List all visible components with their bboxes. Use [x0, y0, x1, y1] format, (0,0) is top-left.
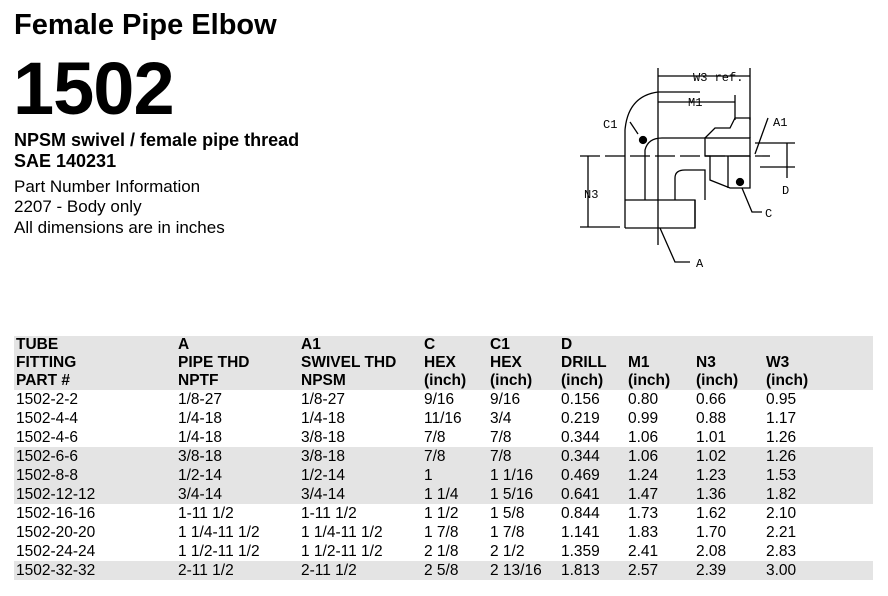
- table-row: [14, 428, 873, 447]
- header-line: FITTING: [16, 354, 77, 371]
- subtitle-sae: SAE 140231: [14, 151, 117, 171]
- header-line: (inch): [424, 372, 467, 389]
- table-row: [14, 466, 873, 485]
- label-d: D: [782, 184, 790, 198]
- table-cell: 2.39: [696, 561, 727, 579]
- table-cell: 3/4: [490, 409, 512, 427]
- table-cell: 0.344: [561, 428, 600, 446]
- table-cell: 2 1/2: [490, 542, 525, 560]
- header-line: PART #: [16, 372, 70, 389]
- column-header: [559, 336, 626, 390]
- label-a1: A1: [773, 116, 788, 130]
- column-header: [176, 336, 299, 390]
- table-row: [14, 542, 873, 561]
- column-header: [488, 336, 559, 390]
- header-line: HEX: [424, 354, 456, 371]
- table-cell: 1.06: [628, 447, 659, 465]
- label-c1: C1: [603, 118, 618, 132]
- table-cell: 1502-20-20: [16, 523, 96, 541]
- info-line: 2207 - Body only: [14, 197, 142, 216]
- subtitle-thread: NPSM swivel / female pipe thread: [14, 130, 300, 150]
- model-number: 1502: [13, 47, 174, 130]
- table-cell: 1 7/8: [424, 523, 459, 541]
- header-line: PIPE THD: [178, 354, 250, 371]
- table-cell: 1/2-14: [178, 466, 222, 484]
- table-cell: 1.83: [628, 523, 659, 541]
- header-line: M1: [628, 354, 650, 371]
- table-cell: 1.36: [696, 485, 727, 503]
- column-header: [694, 336, 764, 390]
- page-title: Female Pipe Elbow: [14, 9, 277, 41]
- header-line: (inch): [696, 372, 739, 389]
- table-row: [14, 390, 873, 409]
- table-cell: 1-11 1/2: [178, 504, 234, 522]
- header-line: DRILL: [561, 354, 607, 371]
- table-cell: 1502-4-6: [16, 428, 79, 446]
- table-cell: 1.82: [766, 485, 797, 503]
- header-line: (inch): [628, 372, 671, 389]
- table-cell: 1.01: [696, 428, 727, 446]
- table-cell: 1 1/2-11 1/2: [301, 542, 383, 560]
- header-line: A: [178, 336, 190, 353]
- table-cell: 0.344: [561, 447, 600, 465]
- header-line: A1: [301, 336, 321, 353]
- table-cell: 1/2-14: [301, 466, 345, 484]
- table-cell: 1.47: [628, 485, 659, 503]
- header-line: (inch): [490, 372, 533, 389]
- table-cell: 1502-32-32: [16, 561, 96, 579]
- table-cell: 2 1/8: [424, 542, 459, 560]
- table-cell: 3/4-14: [301, 485, 345, 503]
- table-cell: 1/8-27: [301, 390, 345, 408]
- dimensions-table: [14, 336, 873, 580]
- table-cell: 7/8: [490, 428, 512, 446]
- table-cell: 2-11 1/2: [178, 561, 234, 579]
- table-cell: 2.10: [766, 504, 797, 522]
- table-cell: 0.844: [561, 504, 600, 522]
- table-cell: 1 7/8: [490, 523, 525, 541]
- table-cell: 2 5/8: [424, 561, 459, 579]
- table-cell: 1502-2-2: [16, 390, 79, 408]
- label-m1: M1: [688, 96, 703, 110]
- table-row: [14, 504, 873, 523]
- table-cell: 9/16: [490, 390, 521, 408]
- table-cell: 1.53: [766, 466, 797, 484]
- table-cell: 1.02: [696, 447, 727, 465]
- table-cell: 1502-4-4: [16, 409, 79, 427]
- table-cell: 3/8-18: [301, 428, 345, 446]
- table-cell: 1: [424, 466, 433, 484]
- table-cell: 1502-12-12: [16, 485, 96, 503]
- table-cell: 7/8: [424, 447, 446, 465]
- table-cell: 0.156: [561, 390, 600, 408]
- table-cell: 1.141: [561, 523, 600, 541]
- table-cell: 2.57: [628, 561, 659, 579]
- table-cell: 1.06: [628, 428, 659, 446]
- header-line: (inch): [561, 372, 604, 389]
- header-line: SWIVEL THD: [301, 354, 397, 371]
- table-cell: 1.26: [766, 447, 797, 465]
- table-cell: 1502-16-16: [16, 504, 96, 522]
- info-line: All dimensions are in inches: [14, 218, 225, 237]
- table-cell: 1.73: [628, 504, 659, 522]
- elbow-diagram: [570, 60, 820, 280]
- table-cell: 1 1/2-11 1/2: [178, 542, 260, 560]
- table-cell: 1 1/2: [424, 504, 459, 522]
- table-cell: 1 1/4-11 1/2: [301, 523, 383, 541]
- header-line: D: [561, 336, 573, 353]
- table-cell: 1.17: [766, 409, 797, 427]
- label-n3: N3: [584, 188, 599, 202]
- table-cell: 2-11 1/2: [301, 561, 357, 579]
- table-cell: 1502-8-8: [16, 466, 79, 484]
- table-cell: 7/8: [424, 428, 446, 446]
- table-cell: 7/8: [490, 447, 512, 465]
- table-cell: 1 1/4: [424, 485, 459, 503]
- header-line: NPSM: [301, 372, 346, 389]
- table-cell: 1502-24-24: [16, 542, 96, 560]
- table-cell: 1 5/16: [490, 485, 534, 503]
- table-cell: 3/4-14: [178, 485, 222, 503]
- table-cell: 1.813: [561, 561, 600, 579]
- header-line: W3: [766, 354, 790, 371]
- table-cell: 0.99: [628, 409, 659, 427]
- table-cell: 2.21: [766, 523, 797, 541]
- label-c: C: [765, 207, 773, 221]
- table-cell: 1/4-18: [178, 409, 222, 427]
- header-line: TUBE: [16, 336, 59, 353]
- table-cell: 1 5/8: [490, 504, 525, 522]
- table-cell: 0.641: [561, 485, 600, 503]
- header-line: NPTF: [178, 372, 219, 389]
- table-row: [14, 447, 873, 466]
- column-header: [422, 336, 488, 390]
- table-cell: 2 13/16: [490, 561, 542, 579]
- table-cell: 1 1/4-11 1/2: [178, 523, 260, 541]
- table-cell: 2.41: [628, 542, 659, 560]
- table-cell: 0.80: [628, 390, 659, 408]
- table-cell: 1502-6-6: [16, 447, 79, 465]
- column-header: [626, 336, 694, 390]
- table-cell: 2.83: [766, 542, 797, 560]
- header-line: C: [424, 336, 436, 353]
- table-cell: 2.08: [696, 542, 727, 560]
- table-cell: 1.62: [696, 504, 727, 522]
- table-cell: 9/16: [424, 390, 455, 408]
- column-header: [299, 336, 422, 390]
- table-row: [14, 409, 873, 428]
- header-line: C1: [490, 336, 510, 353]
- table-cell: 1-11 1/2: [301, 504, 357, 522]
- table-header: [14, 336, 873, 390]
- table-cell: 0.88: [696, 409, 727, 427]
- table-cell: 0.66: [696, 390, 727, 408]
- header-line: (inch): [766, 372, 809, 389]
- table-cell: 0.95: [766, 390, 797, 408]
- column-header: [764, 336, 873, 390]
- table-row: [14, 523, 873, 542]
- table-cell: 1/4-18: [301, 409, 345, 427]
- table-cell: 3/8-18: [178, 447, 222, 465]
- label-w3: W3 ref.: [693, 71, 744, 85]
- table-cell: 11/16: [424, 409, 462, 427]
- table-cell: 1 1/16: [490, 466, 534, 484]
- table-cell: 3/8-18: [301, 447, 345, 465]
- table-cell: 3.00: [766, 561, 797, 579]
- header-line: HEX: [490, 354, 522, 371]
- header-line: [628, 336, 694, 354]
- info-line: Part Number Information: [14, 177, 201, 196]
- table-cell: 0.469: [561, 466, 600, 484]
- header-line: [766, 336, 873, 354]
- table-cell: 1/8-27: [178, 390, 222, 408]
- table-cell: 0.219: [561, 409, 600, 427]
- table-cell: 1.23: [696, 466, 727, 484]
- column-header: [14, 336, 176, 390]
- table-cell: 1.359: [561, 542, 600, 560]
- table-cell: 1.70: [696, 523, 727, 541]
- table-cell: 1.24: [628, 466, 659, 484]
- table-row: [14, 561, 873, 580]
- table-cell: 1.26: [766, 428, 797, 446]
- header-line: [696, 336, 764, 354]
- label-a: A: [696, 257, 704, 271]
- table-cell: 1/4-18: [178, 428, 222, 446]
- table-row: [14, 485, 873, 504]
- header-line: N3: [696, 354, 716, 371]
